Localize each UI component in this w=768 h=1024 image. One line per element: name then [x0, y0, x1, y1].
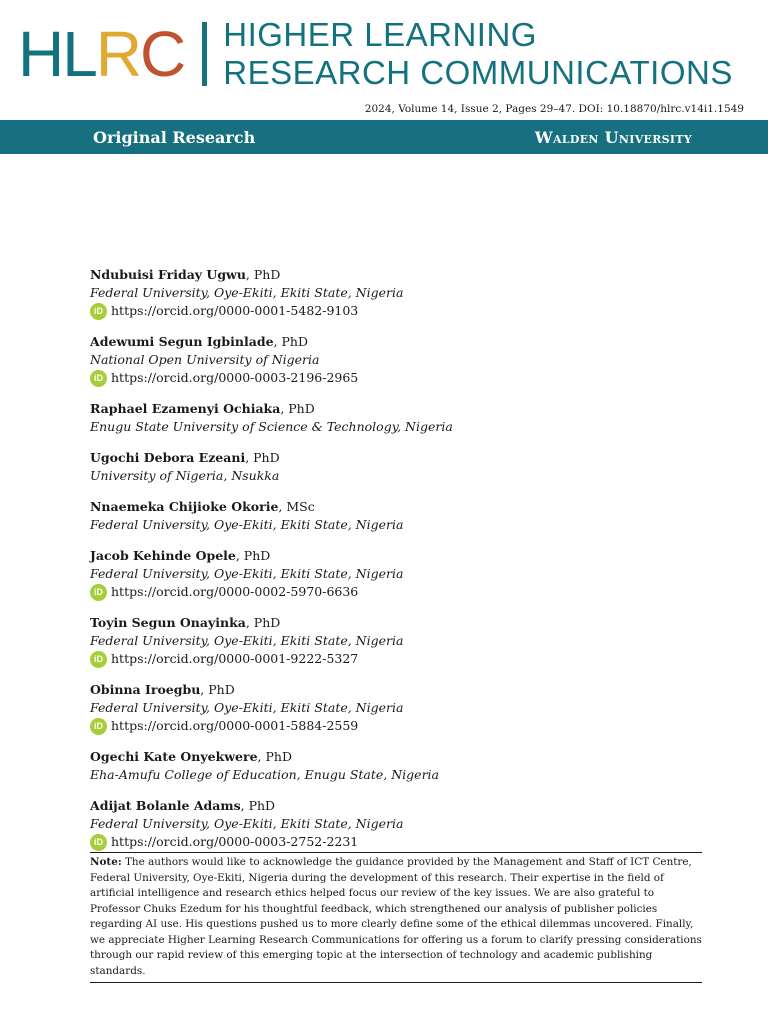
author-name: Adijat Bolanle Adams — [90, 798, 241, 813]
orcid-link[interactable] — [90, 302, 710, 320]
orcid-url[interactable]: https://orcid.org/0000-0001-5884-2559 — [111, 718, 359, 733]
note-label: Note: — [90, 856, 122, 868]
author-name-line — [90, 266, 710, 284]
orcid-icon: iD — [90, 651, 107, 668]
author-block — [90, 547, 710, 601]
citation-line: 2024, Volume 14, Issue 2, Pages 29–47. DOI: 10.18870/hlrc.v14i1.1549 — [364, 103, 744, 115]
note-text: The authors would like to acknowledge the guidance provided by the Management and Staff of ICT Centre, Federal University, Oye-Ekiti, Nigeria during the development of this research. Their expertise in the field of artificial intelligence and research ethics helped focus our review of the key issues. We are also grateful to Professor Chuks Ezedum for his thoughtful feedback, which strengthened our analysis of publisher policies regarding AI use. His questions pushed us to more clearly define some of the ethical dilemmas uncovered. Finally, we appreciate Higher Learning Research Communications for offering us a forum to clarify pressing considerations through our rapid review of this emerging topic at the intersection of technology and academic publishing standards. — [90, 856, 702, 977]
author-degree: , PhD — [235, 548, 271, 563]
author-block — [90, 333, 710, 387]
author-degree: , PhD — [245, 267, 281, 282]
author-block — [90, 266, 710, 320]
author-name: Ndubuisi Friday Ugwu — [90, 267, 246, 282]
author-block — [90, 498, 710, 534]
author-name-line — [90, 614, 710, 632]
author-degree: , PhD — [280, 401, 315, 416]
orcid-link[interactable] — [90, 717, 710, 735]
journal-name — [223, 16, 733, 92]
orcid-url[interactable]: https://orcid.org/0000-0001-5482-9103 — [111, 303, 359, 318]
author-name: Raphael Ezamenyi Ochiaka — [90, 401, 281, 416]
author-affiliation: University of Nigeria, Nsukka — [90, 468, 280, 483]
hlrc-logo-mark — [18, 18, 185, 90]
author-name: Ogechi Kate Onyekwere — [90, 749, 258, 764]
author-name-line — [90, 400, 710, 418]
author-name-line — [90, 748, 710, 766]
orcid-icon: iD — [90, 584, 107, 601]
logo-letter-c: C — [140, 18, 185, 90]
author-affiliation: Federal University, Oye-Ekiti, Ekiti State, Nigeria — [90, 566, 404, 581]
orcid-icon: iD — [90, 303, 107, 320]
author-affiliation: Federal University, Oye-Ekiti, Ekiti State, Nigeria — [90, 816, 404, 831]
logo-divider — [202, 22, 207, 86]
author-name: Ugochi Debora Ezeani — [90, 450, 246, 465]
orcid-icon: iD — [90, 718, 107, 735]
orcid-url[interactable]: https://orcid.org/0000-0003-2196-2965 — [111, 370, 359, 385]
author-list — [90, 266, 710, 864]
orcid-link[interactable] — [90, 833, 710, 851]
author-name: Nnaemeka Chijioke Okorie — [90, 499, 279, 514]
author-affiliation: National Open University of Nigeria — [90, 352, 320, 367]
author-block — [90, 748, 710, 784]
author-block — [90, 400, 710, 436]
author-block — [90, 449, 710, 485]
author-affiliation: Federal University, Oye-Ekiti, Ekiti State, Nigeria — [90, 700, 404, 715]
orcid-icon: iD — [90, 370, 107, 387]
author-affiliation: Eha-Amufu College of Education, Enugu State, Nigeria — [90, 767, 440, 782]
orcid-link[interactable] — [90, 650, 710, 668]
orcid-url[interactable]: https://orcid.org/0000-0002-5970-6636 — [111, 584, 359, 599]
acknowledgment-note — [90, 852, 702, 983]
author-degree: , PhD — [245, 450, 280, 465]
journal-name-line-2: RESEARCH COMMUNICATIONS — [223, 54, 733, 91]
orcid-link[interactable] — [90, 369, 710, 387]
section-label: Original Research — [93, 128, 256, 147]
author-name: Toyin Segun Onayinka — [90, 615, 246, 630]
logo-letter-h: H — [18, 18, 63, 90]
journal-name-line-1: HIGHER LEARNING — [223, 16, 537, 53]
journal-logo — [18, 14, 733, 94]
author-degree: , PhD — [273, 334, 308, 349]
orcid-url[interactable]: https://orcid.org/0000-0003-2752-2231 — [111, 834, 359, 849]
author-name-line — [90, 681, 710, 699]
author-name: Obinna Iroegbu — [90, 682, 201, 697]
author-block — [90, 614, 710, 668]
logo-letter-r: R — [95, 18, 141, 90]
author-degree: , PhD — [257, 749, 292, 764]
author-name: Jacob Kehinde Opele — [90, 548, 236, 563]
author-affiliation: Federal University, Oye-Ekiti, Ekiti State, Nigeria — [90, 633, 404, 648]
author-name-line — [90, 333, 710, 351]
orcid-link[interactable] — [90, 583, 710, 601]
author-degree: , PhD — [240, 798, 276, 813]
author-block — [90, 681, 710, 735]
author-degree: , PhD — [245, 615, 281, 630]
author-degree: , PhD — [200, 682, 235, 697]
author-name-line — [90, 797, 710, 815]
logo-letter-l: L — [62, 18, 96, 90]
author-affiliation: Federal University, Oye-Ekiti, Ekiti State, Nigeria — [90, 285, 404, 300]
author-name-line — [90, 449, 710, 467]
author-name-line — [90, 498, 710, 516]
orcid-icon: iD — [90, 834, 107, 851]
university-logo: Walden University — [534, 128, 692, 147]
author-degree: , MSc — [278, 499, 315, 514]
author-block — [90, 797, 710, 851]
author-affiliation: Enugu State University of Science & Technology, Nigeria — [90, 419, 453, 434]
section-band — [0, 120, 768, 154]
orcid-url[interactable]: https://orcid.org/0000-0001-9222-5327 — [111, 651, 359, 666]
author-name: Adewumi Segun Igbinlade — [90, 334, 274, 349]
author-affiliation: Federal University, Oye-Ekiti, Ekiti State, Nigeria — [90, 517, 404, 532]
author-name-line — [90, 547, 710, 565]
